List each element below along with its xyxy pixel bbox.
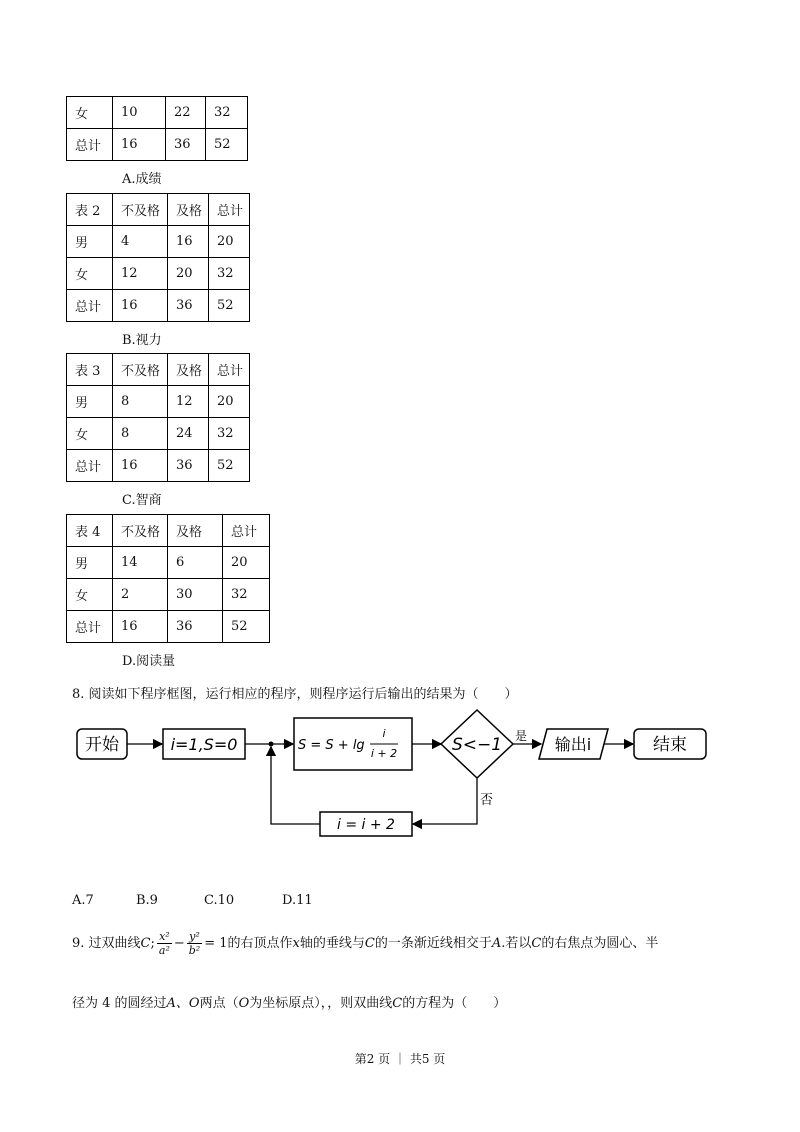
table-cell: 36 xyxy=(168,290,209,322)
table-cell: 4 xyxy=(113,226,168,258)
table-cell: 男 xyxy=(67,226,113,258)
table-cell: 16 xyxy=(168,226,209,258)
option-a: A.7 xyxy=(72,893,94,908)
table-3-caption: C.智商 xyxy=(122,493,162,508)
table-cell: 2 xyxy=(113,579,168,611)
table-cell: 52 xyxy=(223,611,270,643)
table-cell: 16 xyxy=(113,129,166,161)
flowchart xyxy=(0,700,800,850)
table-1-caption: A.成绩 xyxy=(122,172,162,187)
flow-arrow xyxy=(413,778,477,824)
q9-text: ; xyxy=(150,936,155,951)
table-row xyxy=(67,194,250,226)
table-row xyxy=(67,515,270,547)
table-cell: 32 xyxy=(209,258,250,290)
table-cell: 总计 xyxy=(67,129,113,161)
table-cell: 不及格 xyxy=(113,515,168,547)
flow-yes-label: 是 xyxy=(515,729,528,743)
table-row xyxy=(67,354,250,386)
q9-text: 的右顶点作 xyxy=(227,936,293,951)
table-4 xyxy=(66,514,270,643)
flow-no-label: 否 xyxy=(480,793,494,808)
table-cell: 20 xyxy=(168,258,209,290)
table-cell: 32 xyxy=(209,418,250,450)
table-cell: 32 xyxy=(206,97,248,129)
table-cell: 24 xyxy=(168,418,209,450)
flow-update-frac-den: i + 2 xyxy=(370,747,398,760)
table-row xyxy=(67,386,250,418)
table-cell: 不及格 xyxy=(113,194,168,226)
flow-output-label: 输出i xyxy=(554,735,592,754)
option-b: B.9 xyxy=(136,893,158,908)
q9-math: A、O xyxy=(166,996,200,1011)
table-row xyxy=(67,290,250,322)
table-4-caption: D.阅读量 xyxy=(122,654,176,669)
table-cell: 32 xyxy=(223,579,270,611)
table-cell: 12 xyxy=(113,258,168,290)
flow-decision-label: S<−1 xyxy=(451,735,503,755)
flow-end-label: 结束 xyxy=(653,735,687,755)
table-cell: 10 xyxy=(113,97,166,129)
q9-text: 的方程为（ ） xyxy=(402,996,507,1011)
flow-update-frac-num: i xyxy=(382,727,386,740)
table-cell: 20 xyxy=(209,386,250,418)
table-cell: 16 xyxy=(113,290,168,322)
q9-text: 两点（ xyxy=(199,996,239,1011)
q9-frac-num: x² xyxy=(157,930,172,944)
q9-frac-y xyxy=(187,930,202,957)
q9-text: 9. 过双曲线 xyxy=(72,936,141,951)
table-row xyxy=(67,418,250,450)
q9-text: 轴的垂线与 xyxy=(299,936,365,951)
q9-math: O xyxy=(238,996,250,1011)
option-c: C.10 xyxy=(204,893,235,908)
q9-text: 的右焦点为圆心、半 xyxy=(541,936,659,951)
table-cell: 总计 xyxy=(223,515,270,547)
table-cell: 女 xyxy=(67,258,113,290)
table-row xyxy=(67,579,270,611)
q9-math: = 1 xyxy=(204,936,228,951)
q9-math: x xyxy=(292,936,300,951)
table-cell: 14 xyxy=(113,547,168,579)
flow-init-label: i=1,S=0 xyxy=(170,735,238,754)
table-cell: 女 xyxy=(67,579,113,611)
table-cell: 及格 xyxy=(168,354,209,386)
q9-frac-num: y² xyxy=(187,930,202,944)
option-d: D.11 xyxy=(282,893,313,908)
table-row xyxy=(67,258,250,290)
q9-text: 径为 4 的圆经过 xyxy=(72,996,167,1011)
question-8-text: 8. 阅读如下程序框图，运行相应的程序，则程序运行后输出的结果为（ ） xyxy=(72,687,518,702)
table-1-partial xyxy=(66,96,248,161)
q9-math: C xyxy=(364,936,375,951)
table-2 xyxy=(66,193,250,322)
table-cell: 及格 xyxy=(168,194,209,226)
q9-math: C xyxy=(531,936,542,951)
table-cell: 22 xyxy=(166,97,206,129)
table-3 xyxy=(66,353,250,482)
question-9-line-1 xyxy=(72,930,658,957)
q9-math: C xyxy=(392,996,403,1011)
table-cell: 36 xyxy=(168,611,223,643)
q9-text: .若以 xyxy=(501,936,532,951)
q9-text: 的一条渐近线相交于 xyxy=(374,936,492,951)
table-cell: 20 xyxy=(223,547,270,579)
table-row xyxy=(67,97,248,129)
table-cell: 女 xyxy=(67,418,113,450)
table-cell: 表 3 xyxy=(67,354,113,386)
table-row xyxy=(67,611,270,643)
table-cell: 表 2 xyxy=(67,194,113,226)
table-cell: 男 xyxy=(67,547,113,579)
table-cell: 总计 xyxy=(67,290,113,322)
question-9-line-2 xyxy=(72,992,506,1011)
flow-junction-dot xyxy=(269,742,274,747)
table-row xyxy=(67,129,248,161)
table-cell: 16 xyxy=(113,450,168,482)
table-cell: 52 xyxy=(209,450,250,482)
table-cell: 不及格 xyxy=(113,354,168,386)
table-row xyxy=(67,226,250,258)
table-cell: 总计 xyxy=(67,611,113,643)
table-cell: 52 xyxy=(209,290,250,322)
q9-frac-den: a² xyxy=(158,944,170,957)
table-cell: 16 xyxy=(113,611,168,643)
q9-frac-den: b² xyxy=(188,944,201,957)
table-cell: 36 xyxy=(166,129,206,161)
flow-start-label: 开始 xyxy=(85,735,119,755)
table-cell: 52 xyxy=(206,129,248,161)
q9-math: C xyxy=(140,936,151,951)
table-cell: 30 xyxy=(168,579,223,611)
flow-increment-label: i = i + 2 xyxy=(337,817,395,833)
table-cell: 总计 xyxy=(67,450,113,482)
table-cell: 总计 xyxy=(209,194,250,226)
table-cell: 6 xyxy=(168,547,223,579)
flow-update-lhs: S = S + lg xyxy=(298,738,365,753)
table-cell: 20 xyxy=(209,226,250,258)
table-cell: 表 4 xyxy=(67,515,113,547)
table-cell: 男 xyxy=(67,386,113,418)
q9-frac-x xyxy=(157,930,172,957)
table-cell: 12 xyxy=(168,386,209,418)
table-row xyxy=(67,450,250,482)
table-cell: 女 xyxy=(67,97,113,129)
table-row xyxy=(67,547,270,579)
table-cell: 总计 xyxy=(209,354,250,386)
page-footer: 第2 页 ｜ 共5 页 xyxy=(354,1052,446,1066)
table-cell: 36 xyxy=(168,450,209,482)
table-cell: 8 xyxy=(113,418,168,450)
q9-math: − xyxy=(173,936,185,951)
q9-text: 为坐标原点），，则双曲线 xyxy=(249,996,393,1011)
table-2-caption: B.视力 xyxy=(122,333,162,348)
table-cell: 8 xyxy=(113,386,168,418)
table-cell: 及格 xyxy=(168,515,223,547)
q9-math: A xyxy=(491,936,502,951)
